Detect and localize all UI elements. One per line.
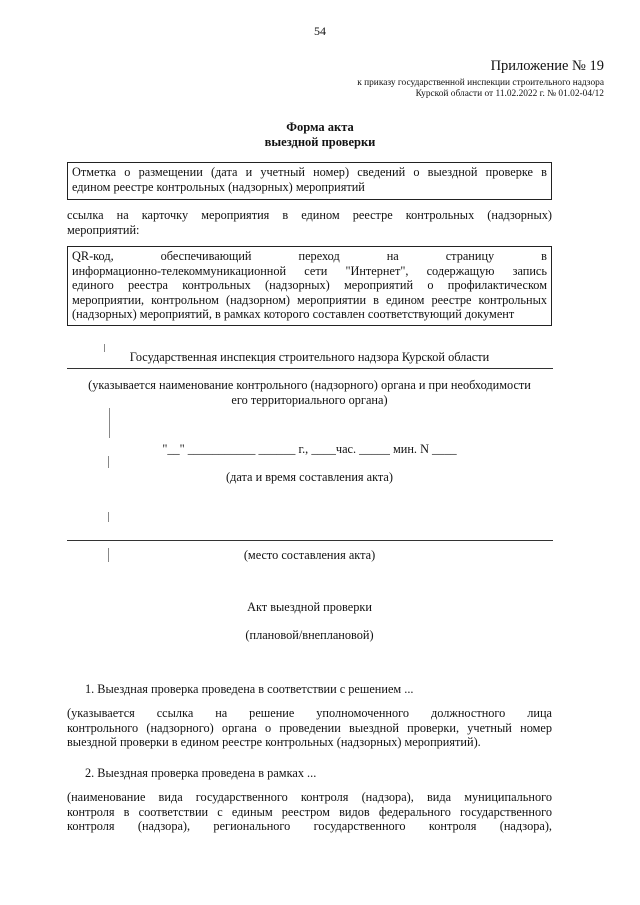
act-datetime-line: "__" ___________ ______ г., ____час. _____ мин. N ____ [162,442,457,456]
act-place-hint: (место составления акта) [243,548,376,562]
registry-mark-line2: едином реестре контрольных (надзорных) мероприятий [72,179,365,194]
item-1-note-line3: выездной проверки в едином реестре контрольных (надзорных) мероприятий). [67,735,481,750]
scan-mark [108,456,109,468]
organization-rule [67,368,553,369]
qr-line5: (надзорных) мероприятий, в рамках которого составлен соответствующий документ [72,307,515,322]
organization-hint-line1: (указывается наименование контрольного (надзорного) органа и при необходимости [88,378,531,392]
form-title [0,120,640,150]
item-1-note-line1: (указывается ссылка на решение уполномоченного должностного лица [67,706,552,720]
act-type: (плановой/внеплановой) [245,628,374,642]
appendix-subtitle-line2: Курской области от 11.02.2022 г. № 01.02-04/12 [415,89,604,99]
card-link-line2: мероприятий: [67,222,140,237]
appendix-subtitle-line1: к приказу государственной инспекции строительного надзора [357,78,604,88]
act-datetime-hint: (дата и время составления акта) [226,470,393,484]
page-number: 54 [314,24,326,38]
qr-line3: единого реестра контрольных (надзорных) мероприятий о профилактическом [72,278,547,293]
item-2: 2. Выездная проверка проведена в рамках ... [85,766,317,780]
qr-code-box [67,246,552,326]
registry-mark-line1: Отметка о размещении (дата и учетный номер) сведений о выездной проверке в [72,165,547,179]
form-title-line1: Форма акта [286,120,354,134]
card-link-line1: ссылка на карточку мероприятия в едином реестре контрольных (надзорных) [67,208,552,222]
item-1-note-line2: контрольного (надзорного) органа о проведении выездной проверки, учетный номер [67,720,552,735]
card-link-paragraph [67,208,552,237]
form-title-line2: выездной проверки [264,135,376,149]
qr-line4: мероприятии, контрольном (надзорном) мероприятии в едином реестре контрольных [72,292,547,307]
scan-mark [109,408,110,438]
organization-hint-line2: его территориального органа) [231,392,388,407]
item-2-note-line3: контроля (надзора), регионального государственного контроля (надзора), [67,819,552,834]
item-1: 1. Выездная проверка проведена в соответствии с решением ... [85,682,414,696]
item-2-note-line2: контроля в соответствии с единым реестром видов федерального государственного [67,804,552,819]
item-2-note [67,790,552,834]
appendix-subtitle [357,78,604,100]
act-title: Акт выездной проверки [247,600,372,614]
qr-line2: информационно-телекоммуникационной сети "Интернет", содержащую запись [72,263,547,278]
item-1-note [67,706,552,750]
place-rule [67,540,553,541]
appendix-title: Приложение № 19 [490,58,604,74]
item-2-note-line1: (наименование вида государственного контроля (надзора), вида муниципального [67,790,552,804]
registry-mark-box [67,162,552,200]
qr-line1: QR-код, обеспечивающий переход на страницу в [72,249,547,263]
organization-hint [67,378,552,407]
scan-mark [108,512,109,522]
organization-name: Государственная инспекция строительного надзора Курской области [129,350,490,364]
